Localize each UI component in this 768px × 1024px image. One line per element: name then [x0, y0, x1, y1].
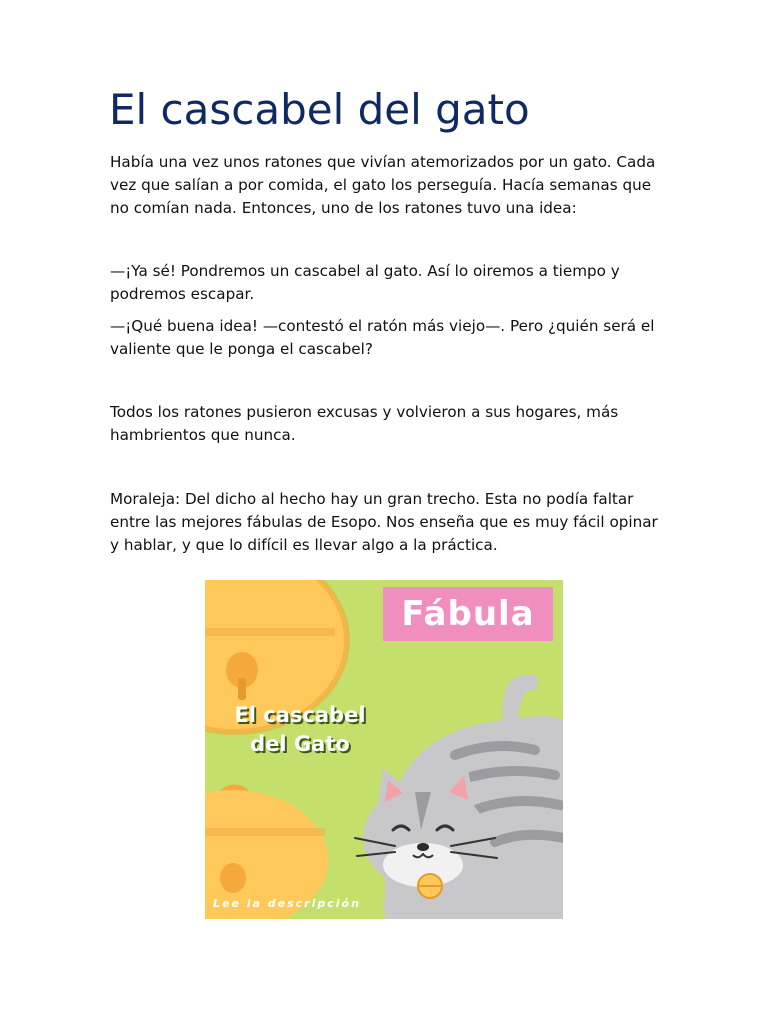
fabula-badge [383, 587, 553, 641]
story-paragraph-reply: —¡Qué buena idea! —contestó el ratón más viejo—. Pero ¿quién será el valiente que le ponga el cascabel? [110, 317, 655, 358]
story-paragraph-idea: —¡Ya sé! Pondremos un cascabel al gato. Así lo oiremos a tiempo y podremos escapar. [110, 262, 620, 303]
badge-label: Fábula [401, 594, 535, 634]
story-paragraph-excuses: Todos los ratones pusieron excusas y volvieron a sus hogares, más hambrientos que nunca. [110, 403, 619, 444]
story-paragraph-intro: Había una vez unos ratones que vivían atemorizados por un gato. Cada vez que salían a por comida, el gato los perseguía. Hacía semanas que no comían nada. Entonces, uno de los ratones tuvo una idea: [110, 153, 656, 217]
cover-footer-text: Lee la descripción [213, 897, 361, 910]
document-title: El cascabel del gato [109, 85, 530, 134]
story-paragraph-moral: Moraleja: Del dicho al hecho hay un gran trecho. Esta no podía faltar entre las mejores fábulas de Esopo. Nos enseña que es muy fácil opinar y hablar, y que lo difícil es llevar algo a la práctica. [110, 490, 658, 554]
cover-title-line1: El cascabel [234, 703, 366, 727]
cover-illustration [205, 580, 563, 919]
cover-title-line2: del Gato [250, 732, 350, 756]
